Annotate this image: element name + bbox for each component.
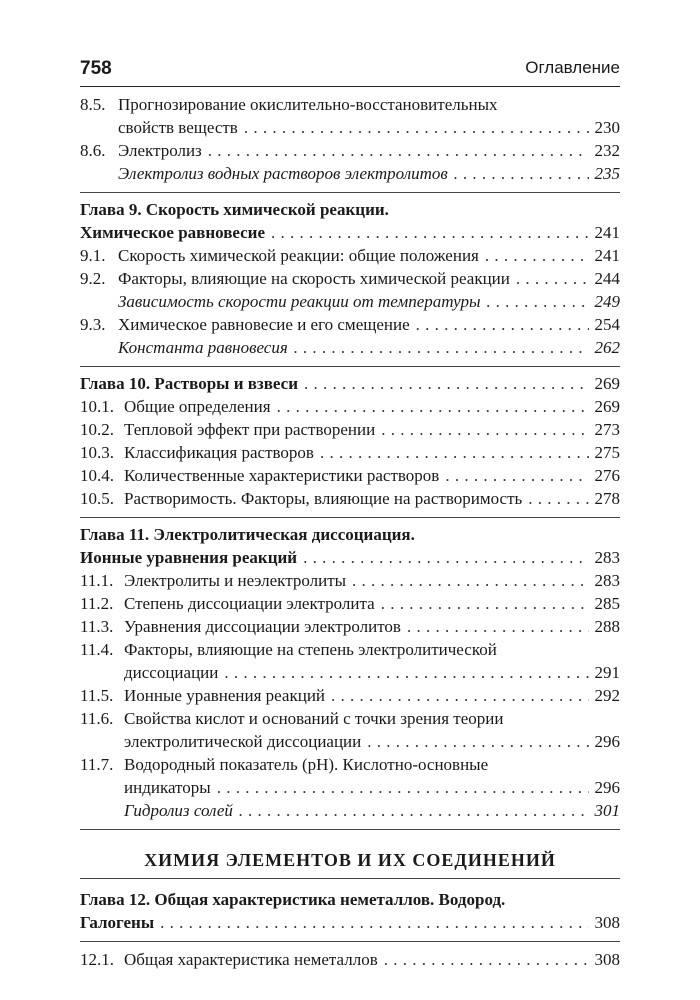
running-title: Оглавление [525,58,620,77]
toc-entry[interactable]: 11.2. Степень диссоциации электролита . . . 285 [80,592,620,615]
toc-entry[interactable]: 10.2. Тепловой эффект при растворении . . . 273 [80,418,620,441]
page-header [80,58,620,82]
chapter-title-continuation[interactable]: Химическое равновесие . . . 241 [80,221,620,244]
leader-dots [244,116,589,139]
leader-dots [528,487,588,510]
toc-entry[interactable]: 10.4. Количественные характеристики растворов . . . 276 [80,464,620,487]
toc-entry[interactable]: 10.1. Общие определения . . . 269 [80,395,620,418]
leader-dots [407,615,589,638]
leader-dots [381,418,588,441]
chapter-title-continuation[interactable]: Ионные уравнения реакций . . . 283 [80,546,620,569]
toc-chapter-10 [80,367,620,518]
leader-dots [304,372,588,395]
page-ref: 308 [594,913,620,932]
toc-entry[interactable]: 9.1. Скорость химической реакции: общие положения . . . 241 [80,244,620,267]
page-ref: 235 [594,164,620,183]
toc [80,93,620,971]
leader-dots [320,441,589,464]
toc-entry[interactable]: 11.7. Водородный показатель (рН). Кислотно-основные [80,755,489,774]
leader-dots [208,139,589,162]
toc-entry[interactable]: 11.6. Свойства кислот и оснований с точки зрения теории [80,709,504,728]
leader-dots [331,684,588,707]
chapter-title[interactable]: Глава 11. Электролитическая диссоциация. [80,525,415,544]
toc-entry-continuation[interactable]: электролитической диссоциации . . . 296 [80,730,620,753]
leader-dots [239,799,589,822]
leader-dots [516,267,589,290]
toc-entry[interactable]: 8.6. Электролиз . . . 232 [80,139,620,162]
leader-dots [303,546,588,569]
toc-entry-continuation[interactable]: индикаторы . . . 296 [80,776,620,799]
leader-dots [224,661,588,684]
page-ref: 276 [594,466,620,485]
toc-entry[interactable]: 11.1. Электролиты и неэлектролиты . . . 283 [80,569,620,592]
chapter-title[interactable]: Глава 10. Растворы и взвеси . . . 269 [80,372,620,395]
chapter-title-continuation[interactable]: Галогены . . . 308 [80,911,620,934]
leader-dots [384,948,589,971]
page-ref: 249 [594,292,620,311]
toc-subentry[interactable]: Гидролиз солей . . . 301 [80,799,620,822]
page-ref: 288 [594,617,620,636]
toc-subentry[interactable]: Зависимость скорости реакции от температуры . . . 249 [80,290,620,313]
page-ref: 273 [594,420,620,439]
toc-entry[interactable]: 10.3. Классификация растворов . . . 275 [80,441,620,464]
page-ref: 301 [594,801,620,820]
page-ref: 232 [594,141,620,160]
toc-entry[interactable]: 8.5. Прогнозирование окислительно-восстановительных [80,95,498,114]
page-ref: 275 [594,443,620,462]
page-ref: 283 [594,571,620,590]
toc-subentry[interactable]: Константа равновесия . . . 262 [80,336,620,359]
toc-entry-continuation[interactable]: диссоциации . . . 291 [80,661,620,684]
page-ref: 283 [594,548,620,567]
page-ref: 262 [594,338,620,357]
page-ref: 296 [594,732,620,751]
toc-entry[interactable]: 9.2. Факторы, влияющие на скорость химической реакции . . . 244 [80,267,620,290]
page-ref: 230 [594,118,620,137]
toc-chapter-11 [80,518,620,830]
leader-dots [352,569,588,592]
toc-chapter-9 [80,193,620,367]
part-heading: ХИМИЯ ЭЛЕМЕНТОВ И ИХ СОЕДИНЕНИЙ [80,848,620,879]
toc-entry[interactable]: 9.3. Химическое равновесие и его смещение . . . 254 [80,313,620,336]
leader-dots [294,336,589,359]
toc-entry[interactable]: 11.4. Факторы, влияющие на степень электролитической [80,640,497,659]
page-ref: 241 [594,246,620,265]
leader-dots [445,464,588,487]
leader-dots [416,313,589,336]
leader-dots [486,290,588,313]
toc-entry[interactable]: 11.5. Ионные уравнения реакций . . . 292 [80,684,620,707]
leader-dots [367,730,588,753]
page-ref: 241 [594,223,620,242]
page-ref: 278 [594,489,620,508]
page-ref: 269 [594,374,620,393]
chapter-title[interactable]: Глава 9. Скорость химической реакции. [80,200,389,219]
page-ref: 296 [594,778,620,797]
toc-entry[interactable]: 10.5. Растворимость. Факторы, влияющие на растворимость . . . 278 [80,487,620,510]
chapter-title[interactable]: Глава 12. Общая характеристика неметаллов. Водород. [80,890,506,909]
toc-entry-continuation[interactable]: свойств веществ . . . 230 [80,116,620,139]
page-ref: 254 [594,315,620,334]
leader-dots [485,244,589,267]
toc-entry[interactable]: 11.3. Уравнения диссоциации электролитов . . . 288 [80,615,620,638]
page-number: 758 [80,58,112,79]
leader-dots [454,162,589,185]
leader-dots [217,776,589,799]
toc-section-8 [80,93,620,193]
leader-dots [381,592,589,615]
toc-entry[interactable]: 12.1. Общая характеристика неметаллов . . . 308 [80,948,620,971]
leader-dots [271,221,588,244]
toc-chapter-12 [80,883,620,942]
page-ref: 292 [594,686,620,705]
header-rule [80,86,620,87]
page-ref: 269 [594,397,620,416]
page-ref: 308 [594,950,620,969]
leader-dots [160,911,588,934]
leader-dots [277,395,589,418]
page-ref: 285 [594,594,620,613]
page-ref: 244 [594,269,620,288]
page-ref: 291 [594,663,620,682]
toc-subentry[interactable]: Электролиз водных растворов электролитов . . . 235 [80,162,620,185]
